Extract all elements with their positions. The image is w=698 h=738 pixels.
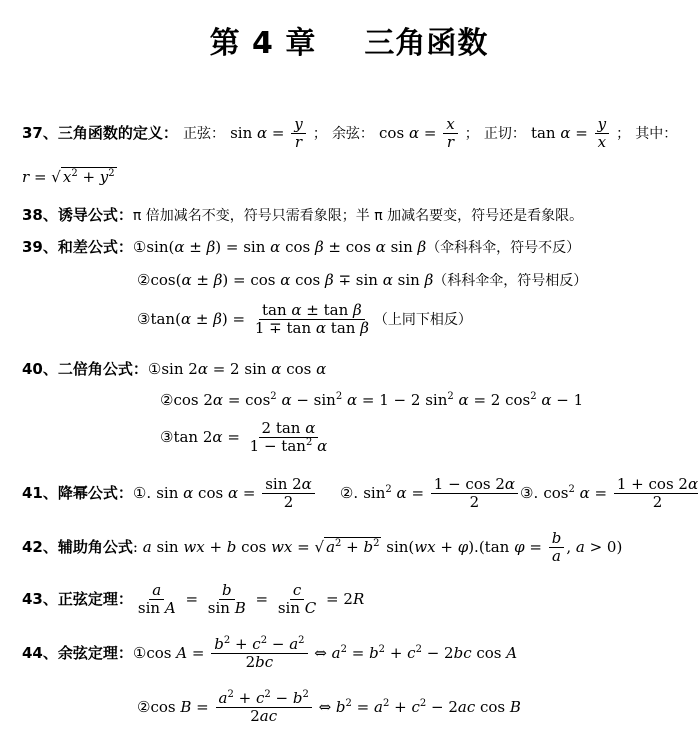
circled-number: ③: [137, 309, 151, 328]
formula-power-reduce-1: sin α cos α = $\frac{\sin 2\alpha}{2}$: [156, 484, 317, 502]
item-38: [22, 204, 583, 225]
formula-law-of-cosines-2: cos B = $\frac{a^2 + c^2 - b^2}{2ac}$ ⇔ $b^2 = a^2 + c^2 - 2ac$ cos B: [150, 689, 521, 726]
item-44-2: [137, 690, 521, 726]
circled-number: ①.: [132, 483, 152, 502]
item-number: 42、: [22, 537, 58, 556]
item-heading: 和差公式：: [57, 238, 133, 256]
item-43: [22, 582, 364, 618]
label-tangent: 正切：: [483, 125, 526, 142]
separator: ；: [464, 125, 479, 142]
formula-cos-double: $\cos 2\alpha = \cos^2 \alpha - \sin^2 \alpha = 1 - 2$ $\sin^2 \alpha = 2$ $\cos^2 \alpha - 1$: [173, 391, 584, 409]
formula-power-reduce-2: $\sin^2 \alpha$ = $\frac{1 - \cos 2\alpha}{2}$: [363, 484, 520, 502]
item-number: 40、: [22, 360, 58, 378]
label-where: 其中：: [635, 125, 678, 142]
circled-number: ③.: [520, 483, 539, 502]
formula-law-of-sines: $\frac{a}{\text{sin A}}$ = $\frac{b}{\text{sin B}}$ = $\frac{c}{\text{sin C}}$ = 2R: [137, 581, 365, 618]
chapter-name: 三角函数: [364, 26, 489, 61]
item-number: 43、: [22, 589, 58, 608]
chapter-title: [0, 18, 698, 62]
separator: ；: [616, 125, 631, 142]
item-40-2: [160, 390, 583, 409]
circled-number: ①: [147, 360, 162, 378]
label-cosine: 余弦：: [331, 125, 374, 142]
formula-cosine: cos α = $\frac{x}{r}$: [379, 124, 460, 142]
item-number: 41、: [22, 483, 58, 502]
item-39: [22, 236, 580, 257]
separator: ；: [312, 125, 327, 142]
circled-number: ③: [160, 427, 174, 446]
formula-aux-angle: : a sin wx + b cos wx = √ $a^2 + b^2$ sin(wx + φ).(tan φ = $\frac{b}{a}$ , a > 0): [132, 529, 623, 566]
item-number: 38、: [22, 206, 58, 224]
item-heading: 诱导公式：: [57, 206, 133, 224]
label-sine: 正弦：: [182, 125, 225, 142]
item-heading: 三角函数的定义：: [57, 123, 178, 142]
chapter-number: 第 4 章: [209, 26, 317, 61]
item-39-2: [137, 270, 587, 290]
formula-power-reduce-3: $\cos^2 \alpha$ = $\frac{1 + \cos 2\alpha}{2}$: [543, 484, 698, 502]
circled-number: ②: [160, 391, 174, 409]
circled-number: ①: [132, 643, 147, 662]
circled-number: ②: [137, 697, 151, 716]
item-40: [22, 358, 326, 379]
item-37: [22, 116, 677, 152]
formula-tan-double: tan 2α = $\frac{\text{2 tan α}}{1 - \tan^2 \alpha}$: [173, 419, 328, 456]
formula-sin-double: sin 2α = 2 sin α cos α: [161, 360, 327, 378]
formula-law-of-cosines-1: cos A = $\frac{b^2 + c^2 - a^2}{2bc}$ ⇔ $a^2 = b^2 + c^2 - 2bc$ cos A: [146, 635, 518, 672]
item-heading: 二倍角公式：: [57, 360, 148, 378]
item-39-3: [137, 302, 472, 338]
formula-sine: sin α = $\frac{y}{r}$: [230, 124, 308, 142]
formula-tan-sum: tan(α ± β) = $\frac{\text{tan α ± tan β}}{\text{1 ∓ tan α tan β}}$: [150, 301, 369, 338]
item-40-3: [160, 420, 332, 456]
formula-sin-sum: sin(α ± β) = sin α cos β ± cos α sin β: [146, 238, 427, 256]
formula-tangent: tan α = $\frac{y}{x}$: [531, 124, 611, 142]
item-44: [22, 636, 517, 672]
item-text: π 倍加减名不变，符号只需看象限；半 π 加减名要变，符号还是看象限。: [132, 208, 584, 224]
formula-note: （伞科科伞，符号不反）: [426, 240, 581, 256]
formula-cos-sum: cos(α ± β) = cos α cos β ∓ sin α sin β: [150, 271, 434, 289]
item-number: 37、: [22, 123, 58, 142]
circled-number: ②.: [339, 483, 359, 502]
item-42: [22, 530, 622, 566]
item-number: 44、: [22, 643, 58, 662]
formula-note: （上同下相反）: [373, 311, 472, 328]
formula-radius: r = √ $x^2 + y^2$: [22, 168, 115, 186]
item-heading: 降幂公式：: [57, 483, 133, 502]
item-number: 39、: [22, 238, 58, 256]
item-heading: 正弦定理：: [57, 589, 133, 608]
circled-number: ②: [137, 271, 151, 289]
formula-note: （科科伞伞，符号相反）: [433, 273, 588, 289]
item-41: [22, 476, 698, 512]
circled-number: ①: [132, 238, 147, 256]
item-heading: 辅助角公式: [57, 537, 133, 556]
item-heading: 余弦定理：: [57, 643, 133, 662]
